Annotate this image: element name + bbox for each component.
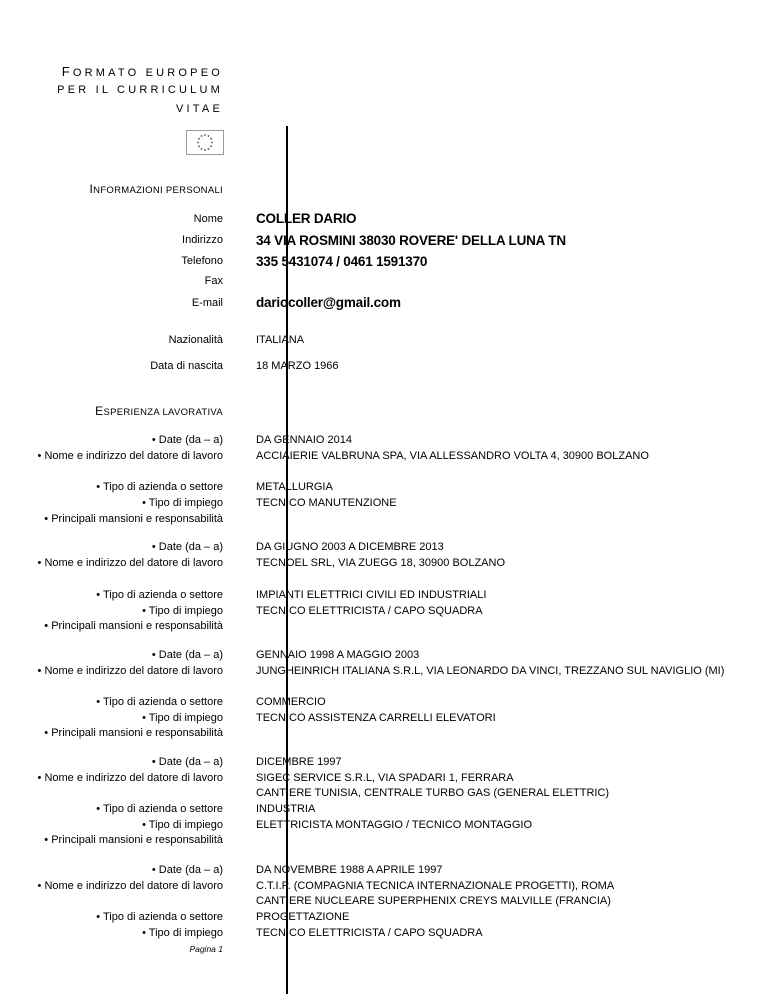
value-data-nascita: 18 MARZO 1966 <box>256 360 339 372</box>
job-sector: METALLURGIA <box>256 481 333 493</box>
cv-title-line-2: PER IL CURRICULUM <box>57 84 223 96</box>
label-employer: • Nome e indirizzo del datore di lavoro <box>37 772 223 784</box>
label-indirizzo: Indirizzo <box>182 234 223 246</box>
label-sector: • Tipo di azienda o settore <box>96 481 223 493</box>
job-employer: C.T.I.P. (COMPAGNIA TECNICA INTERNAZIONALE PROGETTI), ROMA <box>256 880 615 892</box>
value-telefono: 335 5431074 / 0461 1591370 <box>256 254 428 269</box>
job-sector: COMMERCIO <box>256 696 326 708</box>
value-nome: COLLER DARIO <box>256 211 357 226</box>
job-employer: ACCIAIERIE VALBRUNA SPA, VIA ALLESSANDRO VOLTA 4, 30900 BOLZANO <box>256 450 649 462</box>
section-personal-info: INFORMAZIONI PERSONALI <box>89 182 223 196</box>
job-employer: TECNOEL SRL, VIA ZUEGG 18, 30900 BOLZANO <box>256 557 506 569</box>
label-job-type: • Tipo di impiego <box>142 497 223 509</box>
value-indirizzo: 34 VIA ROSMINI 38030 ROVERE' DELLA LUNA TN <box>256 233 566 248</box>
label-duties: • Principali mansioni e responsabilità <box>44 834 223 846</box>
job-type: TECNICO ASSISTENZA CARRELLI ELEVATORI <box>256 712 496 724</box>
label-email: E-mail <box>191 297 223 309</box>
label-duties: • Principali mansioni e responsabilità <box>44 620 223 632</box>
label-job-type: • Tipo di impiego <box>142 819 223 831</box>
label-date: • Date (da – a) <box>151 649 223 661</box>
job-employer-site: CANTIERE NUCLEARE SUPERPHENIX CREYS MALVILLE (FRANCIA) <box>256 895 611 907</box>
label-employer: • Nome e indirizzo del datore di lavoro <box>37 557 223 569</box>
job-sector: INDUSTRIA <box>256 803 316 815</box>
label-employer: • Nome e indirizzo del datore di lavoro <box>37 450 223 462</box>
label-sector: • Tipo di azienda o settore <box>96 803 223 815</box>
label-date: • Date (da – a) <box>151 864 223 876</box>
label-nome: Nome <box>193 213 223 225</box>
value-nazionalita: ITALIANA <box>256 334 305 346</box>
label-job-type: • Tipo di impiego <box>142 927 223 939</box>
job-type: TECNICO ELETTRICISTA / CAPO SQUADRA <box>256 605 483 617</box>
job-date: DA GENNAIO 2014 <box>256 434 352 446</box>
label-date: • Date (da – a) <box>151 434 223 446</box>
label-fax: Fax <box>204 275 223 287</box>
label-sector: • Tipo di azienda o settore <box>96 589 223 601</box>
label-duties: • Principali mansioni e responsabilità <box>44 727 223 739</box>
label-duties: • Principali mansioni e responsabilità <box>44 513 223 525</box>
eu-flag-icon <box>186 130 224 155</box>
job-date: DA NOVEMBRE 1988 A APRILE 1997 <box>256 864 443 876</box>
job-type: TECNICO ELETTRICISTA / CAPO SQUADRA <box>256 927 483 939</box>
label-sector: • Tipo di azienda o settore <box>96 911 223 923</box>
label-job-type: • Tipo di impiego <box>142 605 223 617</box>
label-data-nascita: Data di nascita <box>150 360 223 372</box>
cv-title-line-3: VITAE <box>176 103 223 115</box>
job-type: TECNICO MANUTENZIONE <box>256 497 397 509</box>
job-date: DA GIUGNO 2003 A DICEMBRE 2013 <box>256 541 444 553</box>
label-employer: • Nome e indirizzo del datore di lavoro <box>37 665 223 677</box>
job-date: GENNAIO 1998 A MAGGIO 2003 <box>256 649 420 661</box>
job-date: DICEMBRE 1997 <box>256 756 342 768</box>
job-employer: SIGEC SERVICE S.R.L, VIA SPADARI 1, FERRARA <box>256 772 514 784</box>
job-sector: PROGETTAZIONE <box>256 911 350 923</box>
label-sector: • Tipo di azienda o settore <box>96 696 223 708</box>
job-type: ELETTRICISTA MONTAGGIO / TECNICO MONTAGGIO <box>256 819 533 831</box>
page-number: Pagina 1 <box>189 944 223 954</box>
cv-title-line-1: FORMATO EUROPEO <box>61 64 223 79</box>
job-employer-site: CANTIERE TUNISIA, CENTRALE TURBO GAS (GENERAL ELETTRIC) <box>256 787 610 799</box>
job-sector: IMPIANTI ELETTRICI CIVILI ED INDUSTRIALI <box>256 589 487 601</box>
label-date: • Date (da – a) <box>151 756 223 768</box>
label-job-type: • Tipo di impiego <box>142 712 223 724</box>
label-employer: • Nome e indirizzo del datore di lavoro <box>37 880 223 892</box>
section-work-experience: ESPERIENZA LAVORATIVA <box>95 404 223 418</box>
value-email: dariocoller@gmail.com <box>256 295 401 310</box>
label-date: • Date (da – a) <box>151 541 223 553</box>
label-telefono: Telefono <box>181 255 223 267</box>
job-employer: JUNGHEINRICH ITALIANA S.R.L, VIA LEONARDO DA VINCI, TREZZANO SUL NAVIGLIO (MI) <box>256 665 725 677</box>
label-nazionalita: Nazionalità <box>168 334 223 346</box>
